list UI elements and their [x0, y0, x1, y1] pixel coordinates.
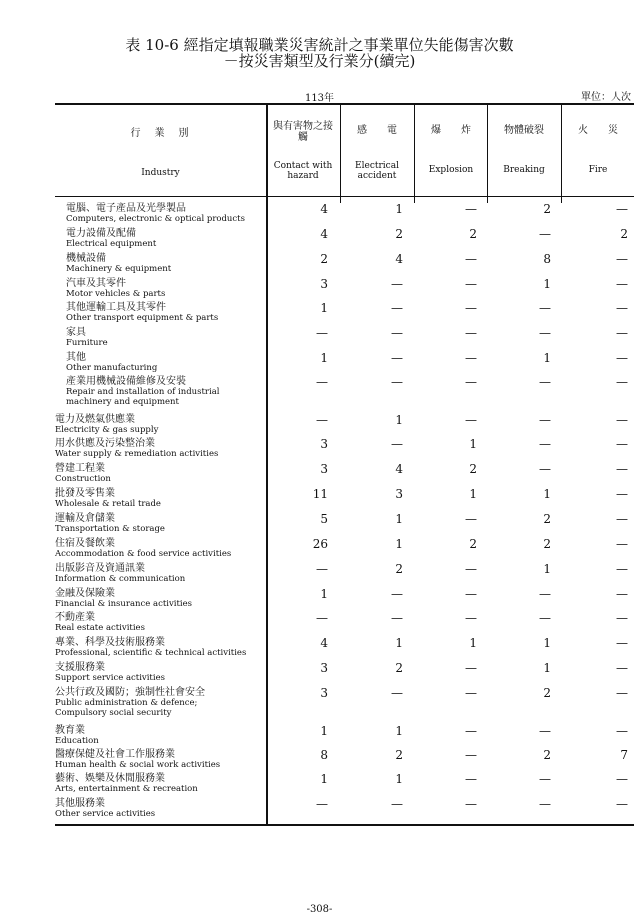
- row-industry-zh: 出版影音及資通訊業: [55, 563, 145, 574]
- row-value-cell: 5: [320, 512, 328, 526]
- row-value-cell: 2: [543, 202, 551, 216]
- row-industry-en: Wholesale & retail trade: [55, 499, 161, 509]
- row-value-cell: 2: [395, 661, 403, 675]
- row-industry-en: Computers, electronic & optical products: [66, 214, 245, 224]
- row-value-cell: —: [465, 202, 477, 216]
- row-value-cell: 3: [320, 661, 328, 675]
- row-value-cell: 7: [620, 748, 628, 762]
- row-value-cell: —: [539, 301, 551, 315]
- row-value-cell: —: [616, 797, 628, 811]
- row-value-cell: —: [539, 227, 551, 241]
- row-value-cell: —: [539, 375, 551, 389]
- row-industry-en: Information & communication: [55, 574, 186, 584]
- row-industry-zh: 其他: [66, 352, 86, 363]
- row-value-cell: —: [391, 587, 403, 601]
- row-value-cell: —: [465, 375, 477, 389]
- row-value-cell: 2: [469, 462, 477, 476]
- row-value-cell: 2: [469, 227, 477, 241]
- row-value-cell: 3: [320, 462, 328, 476]
- row-value-cell: 1: [543, 661, 551, 675]
- row-value-cell: —: [465, 301, 477, 315]
- row-industry-zh: 運輸及倉儲業: [55, 513, 115, 524]
- row-value-cell: 2: [395, 748, 403, 762]
- row-value-cell: 1: [543, 636, 551, 650]
- column-divider: [414, 103, 415, 203]
- row-industry-en: Real estate activities: [55, 623, 145, 633]
- row-value-cell: —: [465, 724, 477, 738]
- row-industry-zh: 醫療保健及社會工作服務業: [55, 749, 175, 760]
- row-value-cell: —: [616, 587, 628, 601]
- row-value-cell: —: [391, 437, 403, 451]
- row-value-cell: —: [616, 661, 628, 675]
- row-value-cell: —: [616, 611, 628, 625]
- row-value-cell: —: [316, 611, 328, 625]
- row-value-cell: 4: [395, 252, 403, 266]
- row-value-cell: —: [616, 487, 628, 501]
- row-value-cell: 1: [395, 636, 403, 650]
- row-value-cell: —: [616, 413, 628, 427]
- row-industry-en: Professional, scientific & technical activities: [55, 648, 247, 658]
- column-divider: [340, 103, 341, 203]
- row-value-cell: —: [616, 462, 628, 476]
- row-value-cell: —: [539, 462, 551, 476]
- row-industry-en: Construction: [55, 474, 111, 484]
- col-header-contact-zh: 與有害物之接觸: [273, 121, 333, 143]
- row-industry-en: Water supply & remediation activities: [55, 449, 219, 459]
- row-value-cell: —: [539, 724, 551, 738]
- unit-label: 單位：人次: [581, 92, 631, 103]
- row-value-cell: 26: [312, 537, 328, 551]
- row-value-cell: 3: [320, 686, 328, 700]
- row-value-cell: —: [616, 326, 628, 340]
- row-value-cell: —: [391, 686, 403, 700]
- row-value-cell: —: [616, 686, 628, 700]
- row-industry-en: Other service activities: [55, 809, 156, 819]
- row-industry-en: Machinery & equipment: [66, 264, 172, 274]
- row-value-cell: 1: [543, 277, 551, 291]
- row-value-cell: —: [391, 611, 403, 625]
- row-value-cell: 1: [320, 351, 328, 365]
- row-industry-en: Financial & insurance activities: [55, 599, 193, 609]
- row-industry-zh: 電腦、電子產品及光學製品: [66, 203, 186, 214]
- row-value-cell: —: [465, 326, 477, 340]
- row-industry-en: Arts, entertainment & recreation: [55, 784, 198, 794]
- row-industry-zh: 產業用機械設備維修及安裝: [66, 376, 186, 387]
- row-value-cell: 2: [543, 512, 551, 526]
- row-value-cell: 1: [320, 724, 328, 738]
- row-value-cell: —: [616, 772, 628, 786]
- row-value-cell: —: [465, 611, 477, 625]
- row-value-cell: —: [616, 252, 628, 266]
- row-value-cell: 1: [469, 636, 477, 650]
- row-value-cell: —: [465, 252, 477, 266]
- row-value-cell: —: [316, 375, 328, 389]
- column-divider-stub: [266, 103, 268, 825]
- row-value-cell: 2: [320, 252, 328, 266]
- row-value-cell: —: [465, 413, 477, 427]
- row-value-cell: 2: [543, 537, 551, 551]
- row-industry-en: Electricity & gas supply: [55, 425, 159, 435]
- col-header-fire-en: Fire: [588, 165, 608, 175]
- row-industry-zh: 專業、科學及技術服務業: [55, 637, 165, 648]
- row-value-cell: —: [539, 611, 551, 625]
- row-value-cell: —: [465, 748, 477, 762]
- row-value-cell: —: [465, 351, 477, 365]
- row-value-cell: —: [616, 351, 628, 365]
- row-value-cell: —: [465, 797, 477, 811]
- row-industry-zh: 教育業: [55, 725, 85, 736]
- row-industry-zh: 支援服務業: [55, 662, 105, 673]
- row-value-cell: —: [616, 277, 628, 291]
- row-industry-en: Repair and installation of industrial: [66, 387, 220, 397]
- row-value-cell: —: [616, 562, 628, 576]
- row-value-cell: —: [391, 277, 403, 291]
- row-value-cell: 1: [543, 351, 551, 365]
- row-industry-en-cont: machinery and equipment: [66, 397, 179, 407]
- row-value-cell: 2: [469, 537, 477, 551]
- row-value-cell: 1: [395, 413, 403, 427]
- row-value-cell: 4: [395, 462, 403, 476]
- row-industry-zh: 營建工程業: [55, 463, 105, 474]
- col-header-electrical-en: Electrical accident: [355, 161, 399, 181]
- row-value-cell: 2: [620, 227, 628, 241]
- row-value-cell: —: [391, 351, 403, 365]
- row-value-cell: —: [465, 772, 477, 786]
- col-header-fire-zh: 火 災: [578, 125, 618, 136]
- row-value-cell: —: [465, 562, 477, 576]
- row-value-cell: —: [391, 301, 403, 315]
- row-industry-en-cont: Compulsory social security: [55, 708, 172, 718]
- row-value-cell: —: [539, 326, 551, 340]
- row-value-cell: 3: [320, 277, 328, 291]
- col-header-breaking-zh: 物體破裂: [504, 125, 544, 136]
- row-industry-en: Accommodation & food service activities: [55, 549, 232, 559]
- row-value-cell: —: [616, 537, 628, 551]
- row-industry-en: Furniture: [66, 338, 108, 348]
- row-value-cell: 1: [395, 512, 403, 526]
- row-industry-zh: 不動產業: [55, 612, 95, 623]
- row-value-cell: 4: [320, 227, 328, 241]
- row-value-cell: 1: [395, 724, 403, 738]
- col-header-explosion-zh: 爆 炸: [431, 125, 471, 136]
- row-value-cell: —: [539, 413, 551, 427]
- row-value-cell: —: [391, 375, 403, 389]
- column-divider: [561, 103, 562, 203]
- row-value-cell: 2: [543, 748, 551, 762]
- row-industry-en: Electrical equipment: [66, 239, 157, 249]
- row-value-cell: 1: [543, 562, 551, 576]
- row-value-cell: —: [316, 413, 328, 427]
- industry-header-en: Industry: [141, 168, 180, 178]
- row-industry-en: Education: [55, 736, 99, 746]
- column-divider: [487, 103, 488, 203]
- row-value-cell: 1: [320, 772, 328, 786]
- table-title: 表 10-6 經指定填報職業災害統計之事業單位失能傷害次數: [125, 36, 514, 54]
- page-number: -308-: [306, 904, 333, 915]
- row-industry-zh: 用水供應及污染整治業: [55, 438, 155, 449]
- row-industry-en: Public administration & defence;: [55, 698, 198, 708]
- table-top-rule: [55, 103, 634, 105]
- row-value-cell: —: [465, 512, 477, 526]
- row-value-cell: —: [465, 686, 477, 700]
- row-value-cell: —: [616, 437, 628, 451]
- row-industry-zh: 公共行政及國防；強制性社會安全: [55, 687, 205, 698]
- row-value-cell: —: [616, 375, 628, 389]
- row-value-cell: —: [465, 661, 477, 675]
- row-value-cell: —: [465, 277, 477, 291]
- row-value-cell: —: [539, 587, 551, 601]
- row-value-cell: —: [616, 636, 628, 650]
- header-bottom-rule: [55, 196, 634, 197]
- row-industry-zh: 住宿及餐飲業: [55, 538, 115, 549]
- row-industry-en: Motor vehicles & parts: [66, 289, 166, 299]
- row-value-cell: 2: [543, 686, 551, 700]
- col-header-breaking-en: Breaking: [503, 165, 545, 175]
- row-value-cell: 8: [320, 748, 328, 762]
- row-value-cell: 4: [320, 636, 328, 650]
- row-industry-en: Support service activities: [55, 673, 165, 683]
- row-value-cell: 1: [395, 537, 403, 551]
- row-value-cell: —: [616, 512, 628, 526]
- row-value-cell: —: [539, 797, 551, 811]
- row-industry-zh: 汽車及其零件: [66, 278, 126, 289]
- row-value-cell: 2: [395, 227, 403, 241]
- row-value-cell: —: [316, 797, 328, 811]
- row-value-cell: —: [391, 326, 403, 340]
- table-bottom-rule: [55, 824, 634, 826]
- row-industry-zh: 機械設備: [66, 253, 106, 264]
- row-industry-en: Transportation & storage: [55, 524, 165, 534]
- row-value-cell: —: [616, 724, 628, 738]
- row-value-cell: 1: [395, 202, 403, 216]
- row-value-cell: 2: [395, 562, 403, 576]
- row-value-cell: 1: [395, 772, 403, 786]
- row-industry-zh: 其他服務業: [55, 798, 105, 809]
- row-value-cell: —: [316, 326, 328, 340]
- col-header-explosion-en: Explosion: [428, 165, 474, 175]
- table-subtitle: －按災害類型及行業分(續完): [223, 52, 416, 70]
- row-value-cell: 4: [320, 202, 328, 216]
- industry-header-zh: 行 業 別: [130, 128, 191, 139]
- row-industry-zh: 電力設備及配備: [66, 228, 136, 239]
- row-industry-zh: 其他運輸工具及其零件: [66, 302, 166, 313]
- row-value-cell: 1: [469, 437, 477, 451]
- row-industry-en: Other transport equipment & parts: [66, 313, 219, 323]
- row-industry-en: Human health & social work activities: [55, 760, 221, 770]
- row-value-cell: 3: [320, 437, 328, 451]
- row-value-cell: 3: [395, 487, 403, 501]
- row-value-cell: —: [391, 797, 403, 811]
- row-value-cell: —: [539, 772, 551, 786]
- row-industry-zh: 金融及保險業: [55, 588, 115, 599]
- year-label: 113年: [304, 93, 335, 104]
- row-industry-en: Other manufacturing: [66, 363, 158, 373]
- row-value-cell: 11: [312, 487, 328, 501]
- row-value-cell: —: [316, 562, 328, 576]
- row-value-cell: 1: [469, 487, 477, 501]
- col-header-electrical-zh: 感 電: [357, 125, 397, 136]
- row-industry-zh: 家具: [66, 327, 86, 338]
- row-value-cell: —: [616, 202, 628, 216]
- row-industry-zh: 電力及燃氣供應業: [55, 414, 135, 425]
- row-value-cell: 1: [320, 301, 328, 315]
- row-value-cell: 1: [543, 487, 551, 501]
- row-value-cell: 1: [320, 587, 328, 601]
- row-industry-zh: 批發及零售業: [55, 488, 115, 499]
- row-value-cell: —: [465, 587, 477, 601]
- col-header-contact-en: Contact with hazard: [273, 161, 333, 181]
- row-value-cell: —: [616, 301, 628, 315]
- row-industry-zh: 藝術、娛樂及休閒服務業: [55, 773, 165, 784]
- row-value-cell: —: [539, 437, 551, 451]
- row-value-cell: 8: [543, 252, 551, 266]
